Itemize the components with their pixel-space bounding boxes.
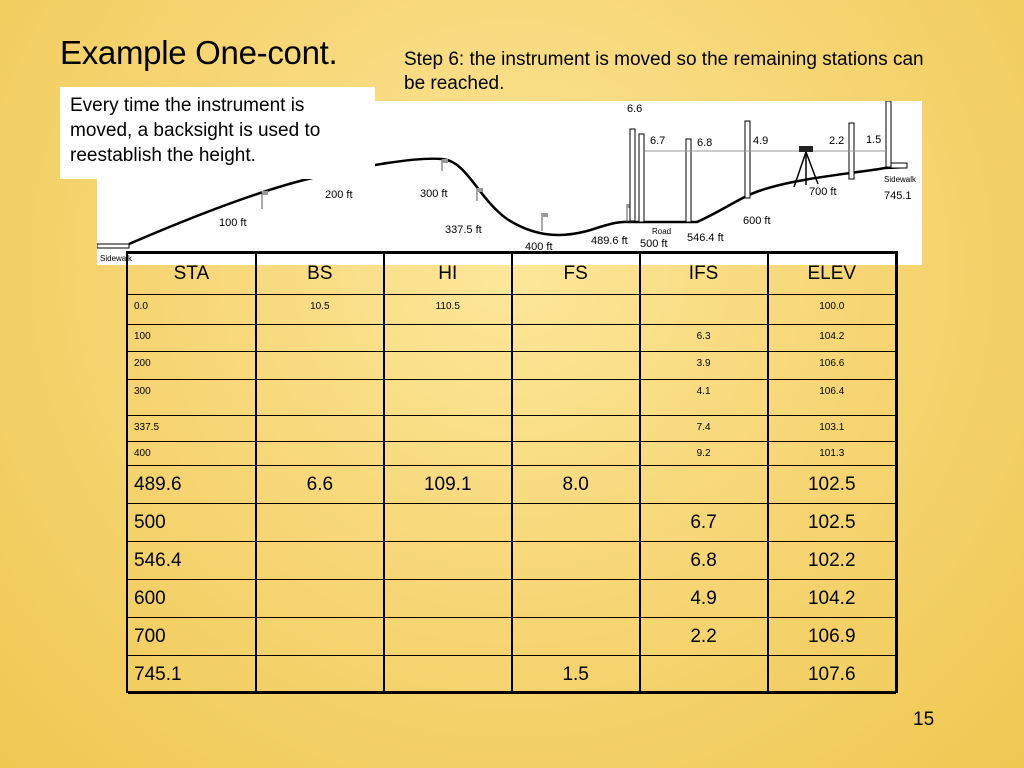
table-row [128, 325, 896, 352]
slide-title: Example One-cont. [60, 34, 338, 71]
rod-500 [639, 134, 644, 222]
cell-hi: 110.5 [384, 295, 512, 325]
station-label-100: 100 ft [219, 217, 247, 229]
station-label-200: 200 ft [325, 189, 353, 201]
cell-hi [384, 325, 512, 352]
level-rods [630, 101, 891, 222]
table-row [128, 580, 896, 618]
table-row [128, 542, 896, 580]
table-row [128, 442, 896, 466]
cell-ifs: 7.4 [640, 416, 768, 442]
cell-hi [384, 542, 512, 580]
table-row [128, 504, 896, 542]
cell-elev: 100.0 [768, 295, 896, 325]
cell-ifs [640, 295, 768, 325]
step-description: Step 6: the instrument is moved so the remaining stations can be reached. [404, 49, 924, 94]
cell-ifs [640, 466, 768, 504]
cell-hi: 109.1 [384, 466, 512, 504]
cell-fs [512, 442, 640, 466]
table-header-row [128, 254, 896, 295]
table-row [128, 352, 896, 380]
cell-sta: 600 [128, 580, 256, 618]
table-row [128, 466, 896, 504]
cell-sta: 400 [128, 442, 256, 466]
reading-6-8: 6.8 [697, 137, 713, 149]
cell-elev: 104.2 [768, 325, 896, 352]
cell-ifs: 6.8 [640, 542, 768, 580]
rod-600 [745, 121, 750, 198]
rod-489 [630, 129, 635, 221]
header-ifs: IFS [640, 254, 768, 295]
reading-6-6: 6.6 [627, 103, 643, 115]
cell-hi [384, 352, 512, 380]
cell-bs [256, 504, 384, 542]
page-number: 15 [913, 709, 935, 730]
cell-fs [512, 295, 640, 325]
header-hi: HI [384, 254, 512, 295]
cell-sta: 489.6 [128, 466, 256, 504]
cell-sta: 546.4 [128, 542, 256, 580]
reading-2-2: 2.2 [829, 135, 845, 147]
cell-bs: 10.5 [256, 295, 384, 325]
reading-4-9: 4.9 [753, 135, 769, 147]
cell-fs [512, 352, 640, 380]
cell-sta: 500 [128, 504, 256, 542]
reading-1-5: 1.5 [866, 134, 882, 146]
sidewalk-left-label: Sidewalk [100, 254, 133, 263]
station-label-500: 500 ft [640, 238, 668, 250]
cell-sta: 0.0 [128, 295, 256, 325]
cell-ifs: 6.7 [640, 504, 768, 542]
station-label-337-5: 337.5 ft [445, 224, 482, 236]
road-label: Road [652, 227, 672, 236]
cell-elev: 103.1 [768, 416, 896, 442]
station-label-700: 700 ft [809, 186, 837, 198]
cell-sta: 100 [128, 325, 256, 352]
leveling-table-frame [126, 251, 898, 693]
cell-bs [256, 380, 384, 416]
header-bs: BS [256, 254, 384, 295]
table-row [128, 295, 896, 325]
cell-ifs: 6.3 [640, 325, 768, 352]
cell-ifs: 4.9 [640, 580, 768, 618]
sidewalk-left-slab [97, 244, 129, 248]
cell-bs [256, 352, 384, 380]
rod-745 [886, 101, 891, 167]
cell-elev: 107.6 [768, 656, 896, 694]
cell-fs [512, 542, 640, 580]
cell-bs [256, 442, 384, 466]
station-label-546-4: 546.4 ft [687, 232, 724, 244]
cell-sta: 700 [128, 618, 256, 656]
table-row [128, 380, 896, 416]
reading-6-7: 6.7 [650, 135, 666, 147]
cell-elev: 102.5 [768, 504, 896, 542]
cell-fs [512, 416, 640, 442]
note-box: Every time the instrument is moved, a backsight is used to reestablish the height. [60, 87, 375, 179]
header-fs: FS [512, 254, 640, 295]
station-label-745-1: 745.1 [884, 190, 912, 202]
cell-elev: 102.5 [768, 466, 896, 504]
leveling-table [128, 253, 896, 694]
table-row [128, 656, 896, 694]
cell-bs [256, 416, 384, 442]
cell-elev: 101.3 [768, 442, 896, 466]
cell-fs [512, 380, 640, 416]
cell-elev: 106.6 [768, 352, 896, 380]
cell-elev: 106.9 [768, 618, 896, 656]
cell-hi [384, 580, 512, 618]
cell-fs [512, 504, 640, 542]
cell-sta: 200 [128, 352, 256, 380]
cell-ifs: 2.2 [640, 618, 768, 656]
cell-ifs [640, 656, 768, 694]
cell-fs: 1.5 [512, 656, 640, 694]
cell-fs [512, 580, 640, 618]
station-label-489-6: 489.6 ft [591, 235, 628, 247]
cell-bs [256, 618, 384, 656]
cell-bs [256, 580, 384, 618]
table-row [128, 416, 896, 442]
cell-sta: 300 [128, 380, 256, 416]
header-elev: ELEV [768, 254, 896, 295]
cell-bs: 6.6 [256, 466, 384, 504]
cell-bs [256, 656, 384, 694]
cell-hi [384, 656, 512, 694]
station-label-400: 400 ft [525, 241, 553, 253]
cell-sta: 745.1 [128, 656, 256, 694]
cell-elev: 102.2 [768, 542, 896, 580]
cell-hi [384, 504, 512, 542]
cell-fs [512, 325, 640, 352]
cell-ifs: 3.9 [640, 352, 768, 380]
sidewalk-right-label: Sidewalk [884, 175, 917, 184]
header-sta: STA [128, 254, 256, 295]
cell-fs [512, 618, 640, 656]
cell-bs [256, 325, 384, 352]
cell-hi [384, 442, 512, 466]
station-label-300: 300 ft [420, 188, 448, 200]
cell-bs [256, 542, 384, 580]
cell-hi [384, 618, 512, 656]
cell-ifs: 4.1 [640, 380, 768, 416]
cell-elev: 106.4 [768, 380, 896, 416]
cell-sta: 337.5 [128, 416, 256, 442]
station-label-600: 600 ft [743, 215, 771, 227]
cell-ifs: 9.2 [640, 442, 768, 466]
table-row [128, 618, 896, 656]
cell-hi [384, 380, 512, 416]
cell-hi [384, 416, 512, 442]
cell-elev: 104.2 [768, 580, 896, 618]
cell-fs: 8.0 [512, 466, 640, 504]
